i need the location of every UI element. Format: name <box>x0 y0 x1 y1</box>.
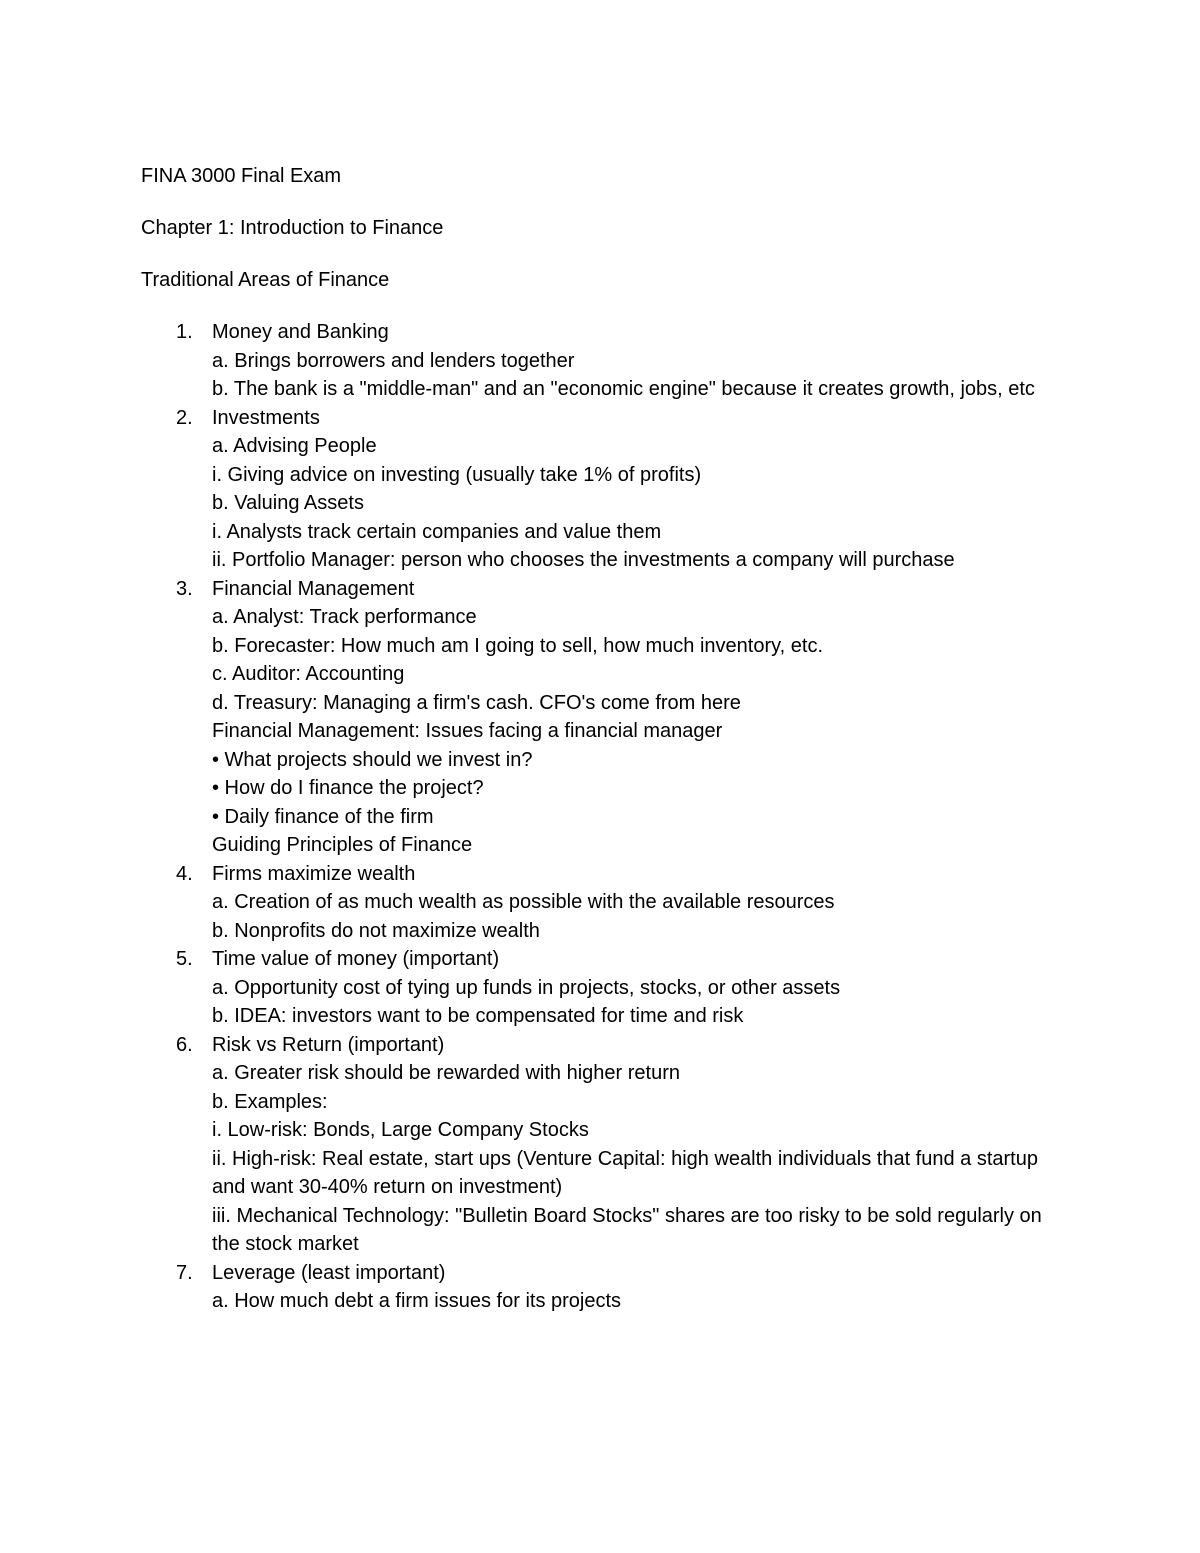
list-item <box>141 404 1061 575</box>
list-number: 7. <box>176 1261 193 1284</box>
section-heading: Traditional Areas of Finance <box>141 269 390 291</box>
item-line: d. Treasury: Managing a firm's cash. CFO's come from here <box>212 691 741 714</box>
item-line: ii. Portfolio Manager: person who chooses the investments a company will purchase <box>212 549 955 571</box>
item-line: i. Analysts track certain companies and value them <box>212 520 662 543</box>
bullet-line: • What projects should we invest in? <box>212 748 533 771</box>
bullet-line: • How do I finance the project? <box>212 777 484 799</box>
item-line: c. Auditor: Accounting <box>212 663 405 685</box>
item-line: Financial Management: Issues facing a financial manager <box>212 720 723 742</box>
chapter-heading: Chapter 1: Introduction to Finance <box>141 217 444 239</box>
list-number: 6. <box>176 1033 193 1056</box>
item-heading: Risk vs Return (important) <box>212 1033 445 1056</box>
item-line: b. Examples: <box>212 1090 328 1113</box>
list-number: 4. <box>176 862 193 885</box>
numbered-list <box>141 318 1061 1316</box>
list-item <box>141 1031 1061 1259</box>
item-line: a. Greater risk should be rewarded with higher return <box>212 1062 681 1084</box>
item-line: a. Analyst: Track performance <box>212 606 477 628</box>
item-line: b. Valuing Assets <box>212 492 364 514</box>
list-number: 3. <box>176 577 193 600</box>
list-item <box>141 860 1061 946</box>
item-line: a. Brings borrowers and lenders together <box>212 349 575 372</box>
list-number: 5. <box>176 948 193 970</box>
item-line: ii. High-risk: Real estate, start ups (Venture Capital: high wealth individuals that fund a startup and want 30-40% return on investment) <box>212 1147 1038 1198</box>
item-heading: Money and Banking <box>212 321 389 343</box>
item-line: i. Giving advice on investing (usually take 1% of profits) <box>212 463 702 486</box>
item-line: b. Nonprofits do not maximize wealth <box>212 919 540 942</box>
document-title: FINA 3000 Final Exam <box>141 165 342 187</box>
item-line: a. Advising People <box>212 435 377 457</box>
item-line: a. How much debt a firm issues for its projects <box>212 1290 622 1312</box>
item-line: iii. Mechanical Technology: "Bulletin Board Stocks" shares are too risky to be sold regularly on the stock market <box>212 1204 1042 1255</box>
list-item <box>141 318 1061 404</box>
item-line: b. The bank is a "middle-man" and an "economic engine" because it creates growth, jobs, etc <box>212 378 1035 400</box>
list-item <box>141 1259 1061 1316</box>
list-number: 2. <box>176 406 193 429</box>
item-heading: Time value of money (important) <box>212 948 500 970</box>
item-heading: Financial Management <box>212 577 415 600</box>
document-body <box>141 162 1061 1316</box>
item-heading: Investments <box>212 406 320 429</box>
item-heading: Firms maximize wealth <box>212 862 416 885</box>
list-number: 1. <box>176 321 193 343</box>
item-line: Guiding Principles of Finance <box>212 834 473 856</box>
bullet-line: • Daily finance of the firm <box>212 805 434 828</box>
list-item <box>141 945 1061 1031</box>
item-line: a. Creation of as much wealth as possible with the available resources <box>212 891 835 913</box>
item-line: a. Opportunity cost of tying up funds in projects, stocks, or other assets <box>212 976 841 999</box>
item-line: b. IDEA: investors want to be compensated for time and risk <box>212 1005 744 1027</box>
list-item <box>141 575 1061 860</box>
item-line: b. Forecaster: How much am I going to sell, how much inventory, etc. <box>212 634 823 657</box>
item-line: i. Low-risk: Bonds, Large Company Stocks <box>212 1119 589 1141</box>
item-heading: Leverage (least important) <box>212 1261 446 1284</box>
